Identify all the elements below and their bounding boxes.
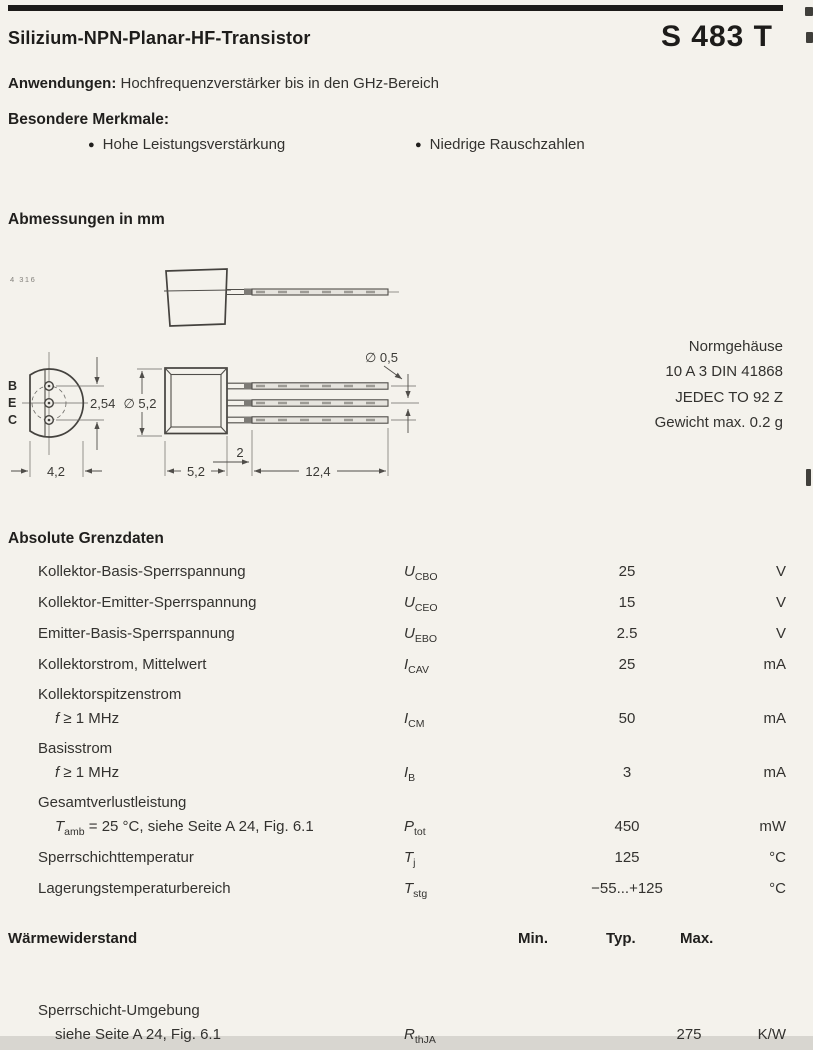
column-header-max: Max. [680, 930, 714, 947]
symbol [404, 818, 426, 838]
pin-label-collector: C [8, 413, 18, 427]
column-header-typ: Typ. [606, 930, 636, 947]
thermal-heading: Wärmewiderstand [8, 930, 138, 947]
dimensions-heading: Abmessungen in mm [8, 211, 165, 228]
ratings-table [0, 556, 813, 904]
value-cell: 2.5 [616, 625, 638, 642]
symbol-letter: I [404, 764, 409, 781]
symbol-letter: R [404, 1026, 415, 1043]
parameter-label-inline: Kollektor-Basis-Sperrspannung [38, 563, 246, 580]
pin-label-emitter: E [8, 396, 17, 410]
table-row [0, 649, 813, 680]
symbol-letter: T [404, 880, 414, 897]
parameter-label: Sperrschicht-Umgebung [38, 1002, 200, 1019]
symbol-letter: T [404, 849, 414, 866]
symbol [404, 880, 428, 900]
symbol [404, 625, 438, 645]
thermal-table [0, 996, 813, 1050]
value-cell: −55...+125 [591, 880, 663, 897]
symbol-subscript: stg [413, 888, 428, 900]
thermal-section [0, 922, 813, 1046]
symbol [404, 849, 416, 869]
symbol-letter: U [404, 594, 415, 611]
feature-label: Hohe Leistungsverstärkung [102, 136, 286, 153]
parameter-label-inline: Kollektor-Emitter-Sperrspannung [38, 594, 257, 611]
ratings-heading: Absolute Grenzdaten [8, 530, 164, 547]
table-row [0, 873, 813, 904]
case-info-line: JEDEC TO 92 Z [675, 388, 783, 406]
symbol-subscript: thJA [414, 1034, 436, 1046]
symbol-letter: U [404, 625, 415, 642]
symbol-subscript: tot [414, 826, 426, 838]
part-number: S 483 T [660, 20, 773, 53]
parameter-label-inline: Kollektorstrom, Mittelwert [38, 656, 207, 673]
unit-cell: °C [769, 849, 786, 866]
lead-top [227, 383, 388, 389]
bullet-icon: ● [88, 139, 95, 151]
symbol-subscript: CAV [408, 664, 429, 676]
value-cell: 125 [614, 849, 640, 866]
case-info-line: Gewicht max. 0.2 g [654, 413, 783, 431]
symbol [404, 656, 429, 676]
symbol-subscript: B [408, 772, 416, 784]
table-row [0, 842, 813, 873]
dim-body-diameter: ∅ 5,2 [123, 396, 157, 411]
bottom-view [8, 352, 115, 479]
unit-cell: mA [763, 710, 786, 727]
figure-number: 4 316 [10, 275, 37, 284]
condition-text: ≥ 1 MHz [59, 710, 120, 727]
value-cell: 50 [618, 710, 636, 727]
case-info-line: 10 A 3 DIN 41868 [665, 363, 783, 381]
condition-subscript: amb [64, 826, 85, 838]
parameter-label-inline: Emitter-Basis-Sperrspannung [38, 625, 235, 642]
scan-artifact [806, 32, 813, 43]
symbol-subscript: j [413, 857, 416, 869]
symbol-subscript: CBO [414, 571, 438, 583]
unit-cell: mA [763, 764, 786, 781]
max-cell: 275 [676, 1026, 702, 1043]
unit-cell: K/W [757, 1026, 786, 1043]
symbol [404, 594, 438, 614]
symbol-letter: I [404, 656, 409, 673]
applications-text: Hochfrequenzverstärker bis in den GHz-Bereich [116, 75, 439, 92]
symbol-letter: U [404, 563, 415, 580]
unit-cell: V [775, 594, 786, 611]
condition-label [55, 710, 119, 727]
table-row [0, 556, 813, 587]
table-row [0, 587, 813, 618]
symbol [404, 1026, 436, 1046]
parameter-label-inline: Lagerungstemperaturbereich [38, 880, 231, 897]
applications-label: Anwendungen: [8, 75, 117, 92]
symbol [404, 764, 416, 784]
condition-symbol: f [55, 764, 60, 781]
bullet-icon: ● [415, 139, 422, 151]
symbol-subscript: EBO [414, 633, 438, 645]
features-heading: Besondere Merkmale: [8, 111, 170, 128]
condition-label [55, 1026, 221, 1043]
column-header-min: Min. [518, 930, 548, 947]
parameter-label: Basisstrom [38, 740, 113, 757]
symbol-letter: P [404, 818, 415, 835]
condition-label [55, 818, 314, 838]
side-view [164, 269, 399, 326]
page-title: Silizium-NPN-Planar-HF-Transistor [8, 28, 311, 48]
scan-artifact [806, 469, 811, 486]
value-cell: 450 [614, 818, 640, 835]
case-info-line: Normgehäuse [688, 338, 783, 355]
value-cell: 3 [622, 764, 632, 781]
dim-body-width: 5,2 [186, 464, 206, 479]
scan-artifact [805, 7, 813, 16]
value-cell: 25 [618, 656, 636, 673]
parameter-label: Gesamtverlustleistung [38, 794, 187, 811]
feature-item [88, 136, 285, 153]
table-row [0, 788, 813, 842]
applications-line [8, 75, 439, 92]
dim-flat-width: 4,2 [46, 464, 66, 479]
case-info [655, 334, 783, 435]
unit-cell: mA [763, 656, 786, 673]
lead-middle [227, 400, 388, 406]
symbol [404, 563, 438, 583]
condition-label [55, 764, 119, 781]
parameter-label-inline: Sperrschichttemperatur [38, 849, 194, 866]
unit-cell: °C [769, 880, 786, 897]
top-rule [8, 5, 783, 11]
symbol-subscript: CM [408, 718, 425, 730]
unit-cell: V [775, 563, 786, 580]
value-cell: 25 [618, 563, 636, 580]
value-cell: 15 [618, 594, 636, 611]
feature-label: Niedrige Rauschzahlen [429, 136, 585, 153]
symbol-letter: I [404, 710, 409, 727]
dim-lead-diameter: ∅ 0,5 [365, 350, 399, 365]
condition-text: ≥ 1 MHz [59, 764, 120, 781]
front-view [123, 350, 419, 479]
thermal-header-row [0, 922, 813, 962]
lead-bottom [227, 417, 388, 423]
dim-pin-pitch: 2,54 [90, 396, 116, 411]
dim-lead-stub: 2 [236, 445, 244, 460]
condition-text: siehe Seite A 24, Fig. 6.1 [55, 1026, 221, 1043]
symbol-subscript: CEO [414, 602, 438, 614]
condition-text: = 25 °C, siehe Seite A 24, Fig. 6.1 [84, 818, 314, 835]
condition-symbol: f [55, 710, 60, 727]
pin-label-base: B [8, 379, 18, 393]
package-drawing [0, 250, 430, 496]
symbol [404, 710, 425, 730]
table-row [0, 618, 813, 649]
condition-symbol: T [55, 818, 65, 835]
table-row [0, 680, 813, 734]
parameter-label: Kollektorspitzenstrom [38, 686, 182, 703]
unit-cell: mW [759, 818, 786, 835]
dim-lead-length: 12,4 [305, 464, 331, 479]
unit-cell: V [775, 625, 786, 642]
table-row [0, 734, 813, 788]
table-row [0, 996, 813, 1050]
feature-item [415, 136, 585, 153]
